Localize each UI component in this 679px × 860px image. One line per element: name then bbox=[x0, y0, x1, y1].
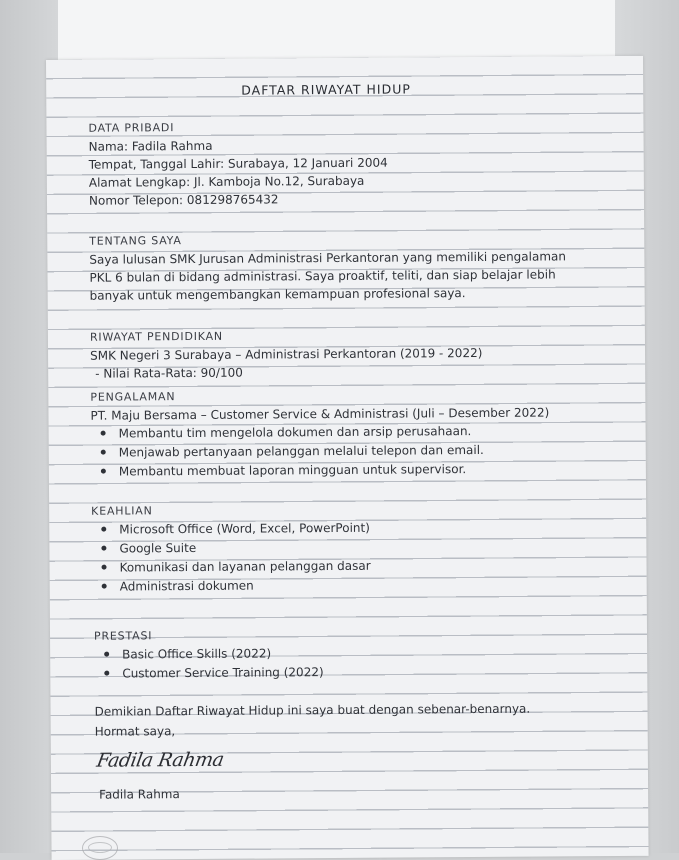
bullet-icon bbox=[101, 469, 106, 474]
top-sheet bbox=[58, 0, 615, 63]
list-item: Basic Office Skills (2022) bbox=[104, 646, 271, 661]
bullet-icon bbox=[101, 450, 106, 455]
section-heading-keahlian: KEAHLIAN bbox=[91, 504, 153, 518]
signer-name: Fadila Rahma bbox=[99, 787, 180, 802]
lined-paper bbox=[46, 56, 649, 860]
education-grade: - Nilai Rata-Rata: 90/100 bbox=[95, 365, 243, 381]
bullet-icon bbox=[102, 565, 107, 570]
section-heading-prestasi: PRESTASI bbox=[93, 629, 153, 643]
bullet-icon bbox=[101, 527, 106, 532]
personal-name: Nama: Fadila Rahma bbox=[88, 138, 213, 154]
cv-content bbox=[46, 56, 649, 860]
about-line: Saya lulusan SMK Jurusan Administrasi Perkantoran yang memiliki pengalaman bbox=[89, 249, 567, 267]
personal-birth: Tempat, Tanggal Lahir: Surabaya, 12 Januari 2004 bbox=[88, 155, 388, 172]
section-heading-pengalaman: PENGALAMAN bbox=[90, 390, 176, 404]
about-line: banyak untuk mengembangkan kemampuan profesional saya. bbox=[89, 286, 466, 303]
personal-address: Alamat Lengkap: Jl. Kamboja No.12, Surabaya bbox=[88, 173, 365, 190]
bullet-icon bbox=[102, 584, 107, 589]
personal-phone: Nomor Telepon: 081298765432 bbox=[88, 192, 279, 208]
stamp-mark bbox=[82, 836, 118, 860]
list-item: Membantu tim mengelola dokumen dan arsip perusahaan. bbox=[101, 424, 472, 441]
list-item: Microsoft Office (Word, Excel, PowerPoint) bbox=[101, 521, 370, 537]
section-heading-tentang: TENTANG SAYA bbox=[89, 234, 182, 248]
signature: Fadila Rahma bbox=[95, 748, 226, 772]
list-item: Google Suite bbox=[101, 541, 196, 556]
list-item: Komunikasi dan layanan pelanggan dasar bbox=[101, 559, 370, 575]
closing-statement: Demikian Daftar Riwayat Hidup ini saya buat dengan sebenar-benarnya. bbox=[94, 701, 531, 719]
bullet-icon bbox=[104, 671, 109, 676]
list-item: Membantu membuat laporan mingguan untuk supervisor. bbox=[101, 462, 466, 479]
experience-position: PT. Maju Bersama – Customer Service & Administrasi (Juli – Desember 2022) bbox=[90, 405, 550, 423]
list-item: Administrasi dokumen bbox=[102, 579, 254, 594]
bullet-icon bbox=[101, 431, 106, 436]
bullet-icon bbox=[101, 546, 106, 551]
education-school: SMK Negeri 3 Surabaya – Administrasi Perkantoran (2019 - 2022) bbox=[90, 345, 483, 363]
cv-title: DAFTAR RIWAYAT HIDUP bbox=[241, 81, 411, 98]
about-line: PKL 6 bulan di bidang administrasi. Saya proaktif, teliti, dan siap belajar lebih bbox=[89, 267, 556, 285]
section-heading-pendidikan: RIWAYAT PENDIDIKAN bbox=[89, 329, 223, 344]
list-item: Menjawab pertanyaan pelanggan melalui telepon dan email. bbox=[101, 443, 484, 460]
bullet-icon bbox=[104, 652, 109, 657]
section-heading-data-pribadi: DATA PRIBADI bbox=[88, 121, 175, 135]
list-item: Customer Service Training (2022) bbox=[104, 665, 323, 681]
closing-greeting: Hormat saya, bbox=[94, 724, 176, 739]
